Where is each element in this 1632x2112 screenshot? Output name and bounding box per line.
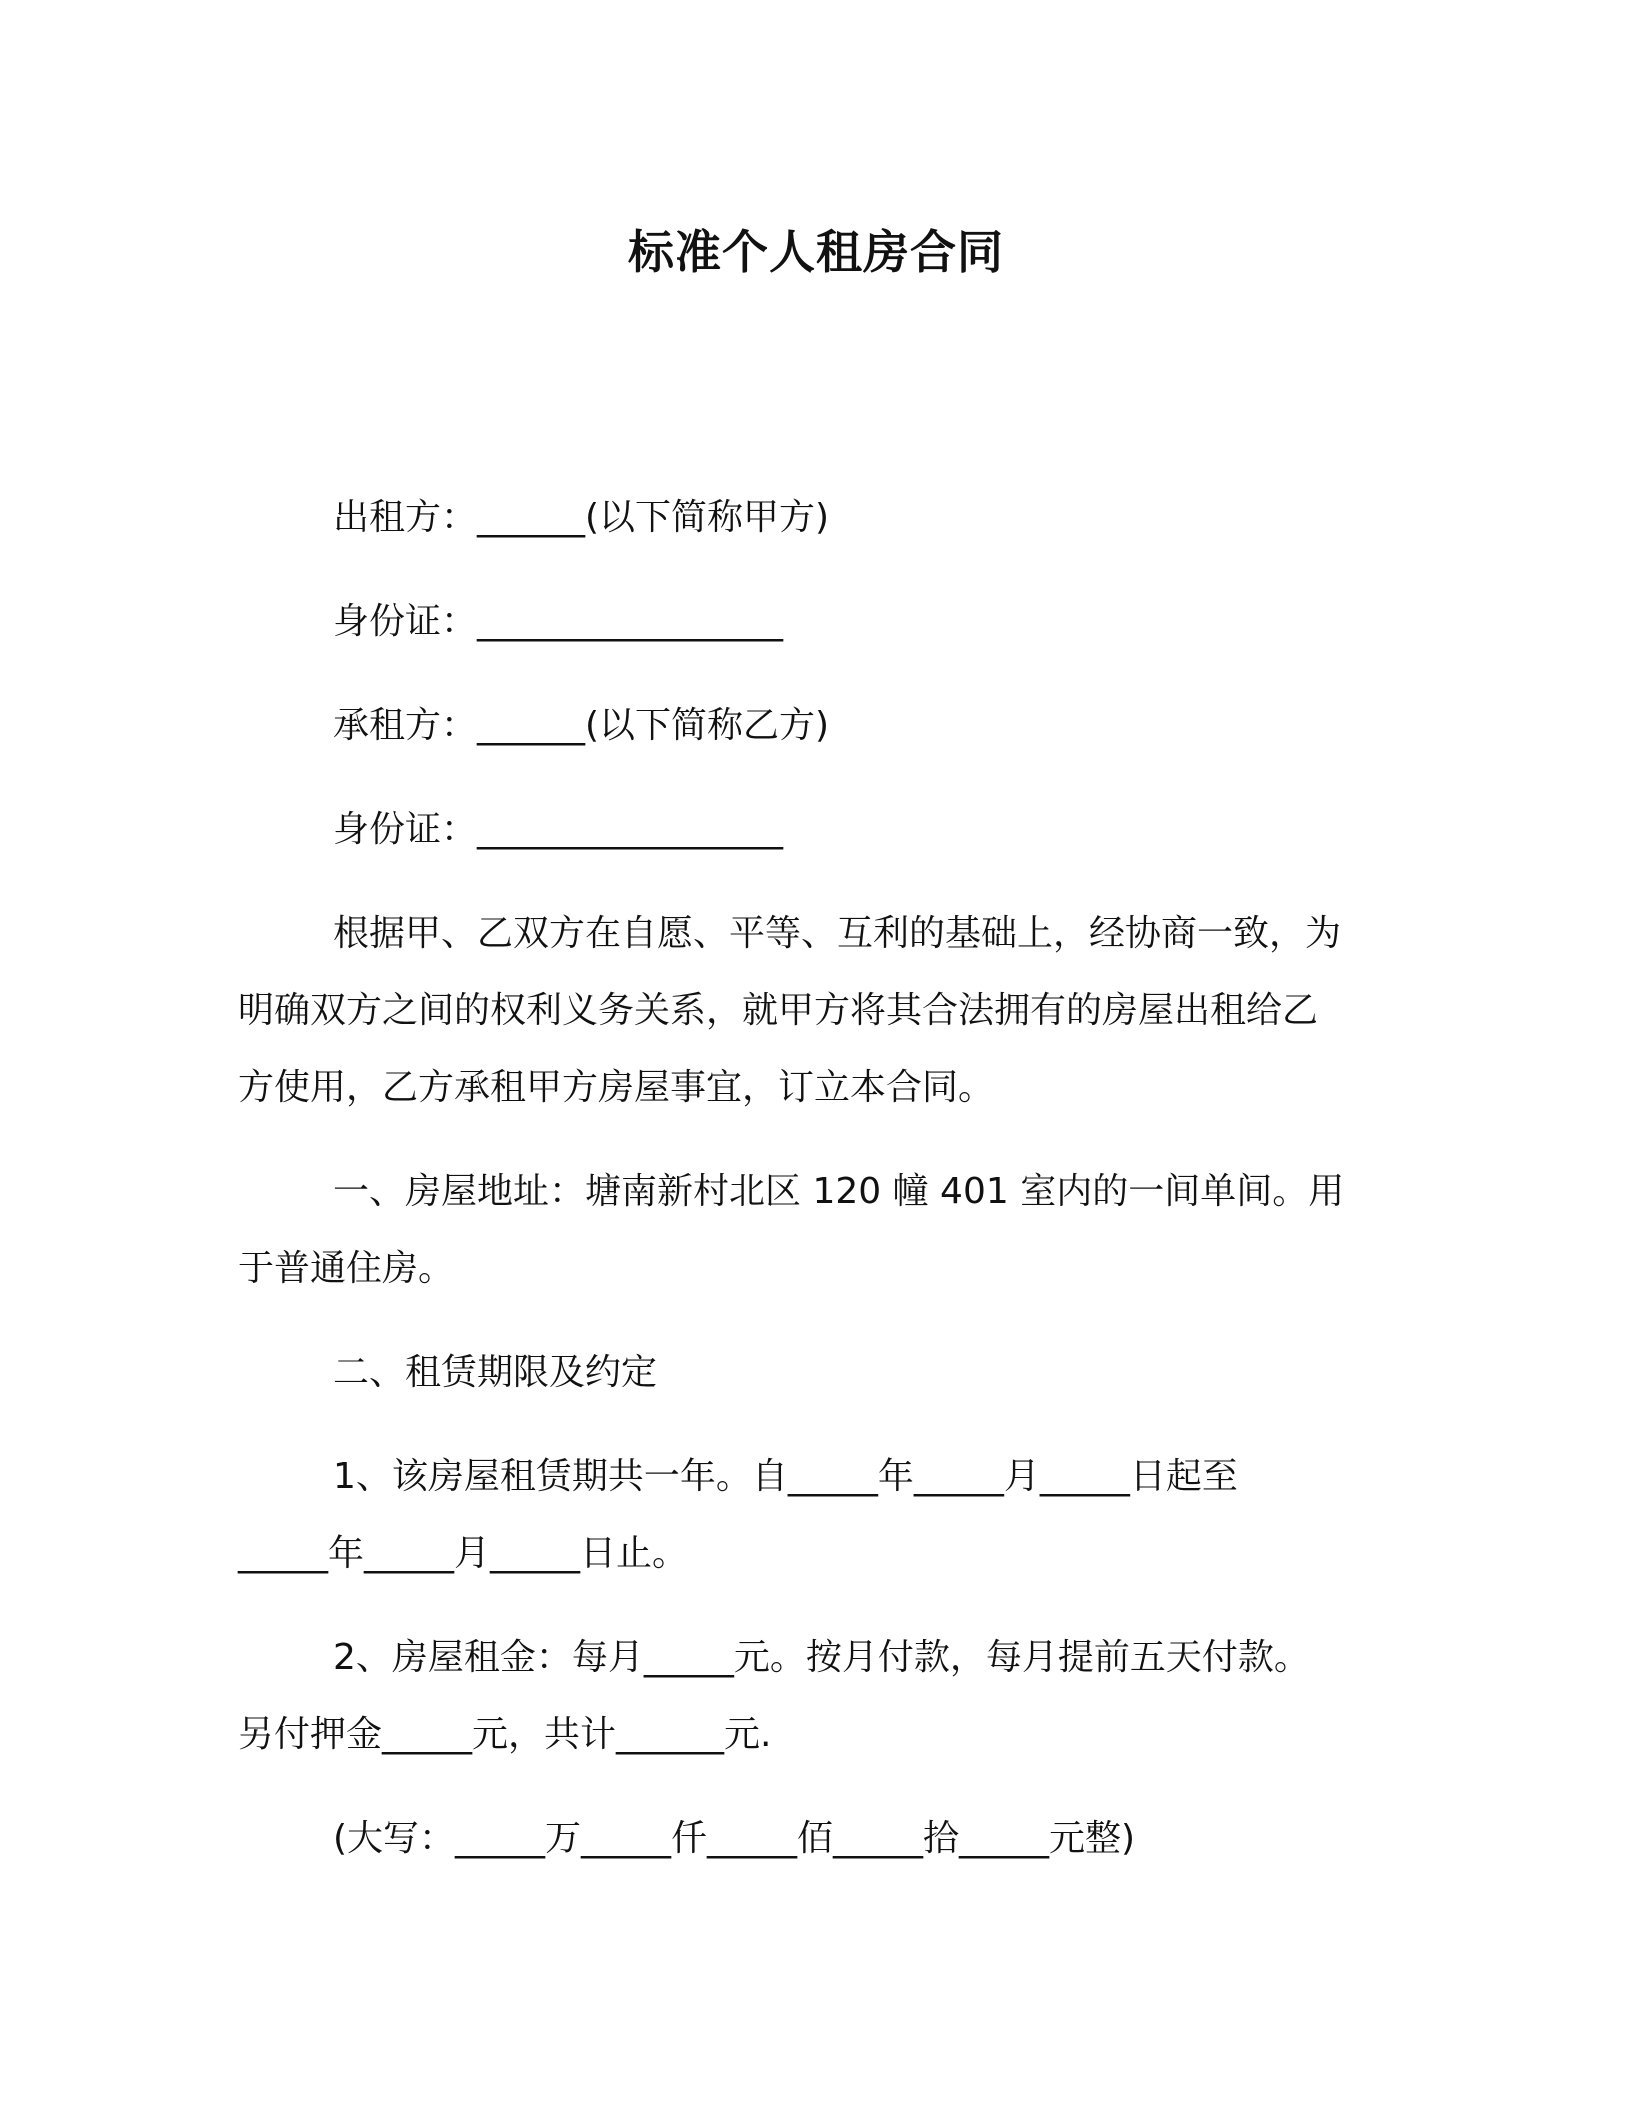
clause1-line-1: 1、该房屋租赁期共一年。自_____年_____月_____日起至: [333, 1456, 1238, 1497]
preamble-line-2: 明确双方之间的权利义务关系，就甲方将其合法拥有的房屋出租给乙: [238, 990, 1319, 1031]
section1-line-2: 于普通住房。: [238, 1248, 455, 1289]
amount-in-words: (大写：_____万_____仟_____佰_____拾_____元整): [333, 1818, 1136, 1859]
lessor-line: 出租方：______(以下简称甲方): [333, 497, 830, 538]
lessor-id-line: 身份证：_________________: [333, 601, 784, 642]
section2-heading: 二、租赁期限及约定: [333, 1352, 658, 1393]
preamble-line-1: 根据甲、乙双方在自愿、平等、互利的基础上，经协商一致，为: [333, 913, 1342, 954]
clause2-line-1: 2、房屋租金：每月_____元。按月付款，每月提前五天付款。: [333, 1637, 1310, 1678]
clause1-line-2: _____年_____月_____日止。: [238, 1533, 689, 1574]
section1-line-1: 一、房屋地址：塘南新村北区 120 幢 401 室内的一间单间。用: [333, 1171, 1345, 1212]
lessee-id-line: 身份证：_________________: [333, 809, 784, 850]
document-title: 标准个人租房合同: [628, 225, 1004, 279]
lessee-line: 承租方：______(以下简称乙方): [333, 705, 830, 746]
preamble-line-3: 方使用，乙方承租甲方房屋事宜，订立本合同。: [238, 1067, 995, 1108]
clause2-line-2: 另付押金_____元，共计______元.: [238, 1714, 772, 1755]
